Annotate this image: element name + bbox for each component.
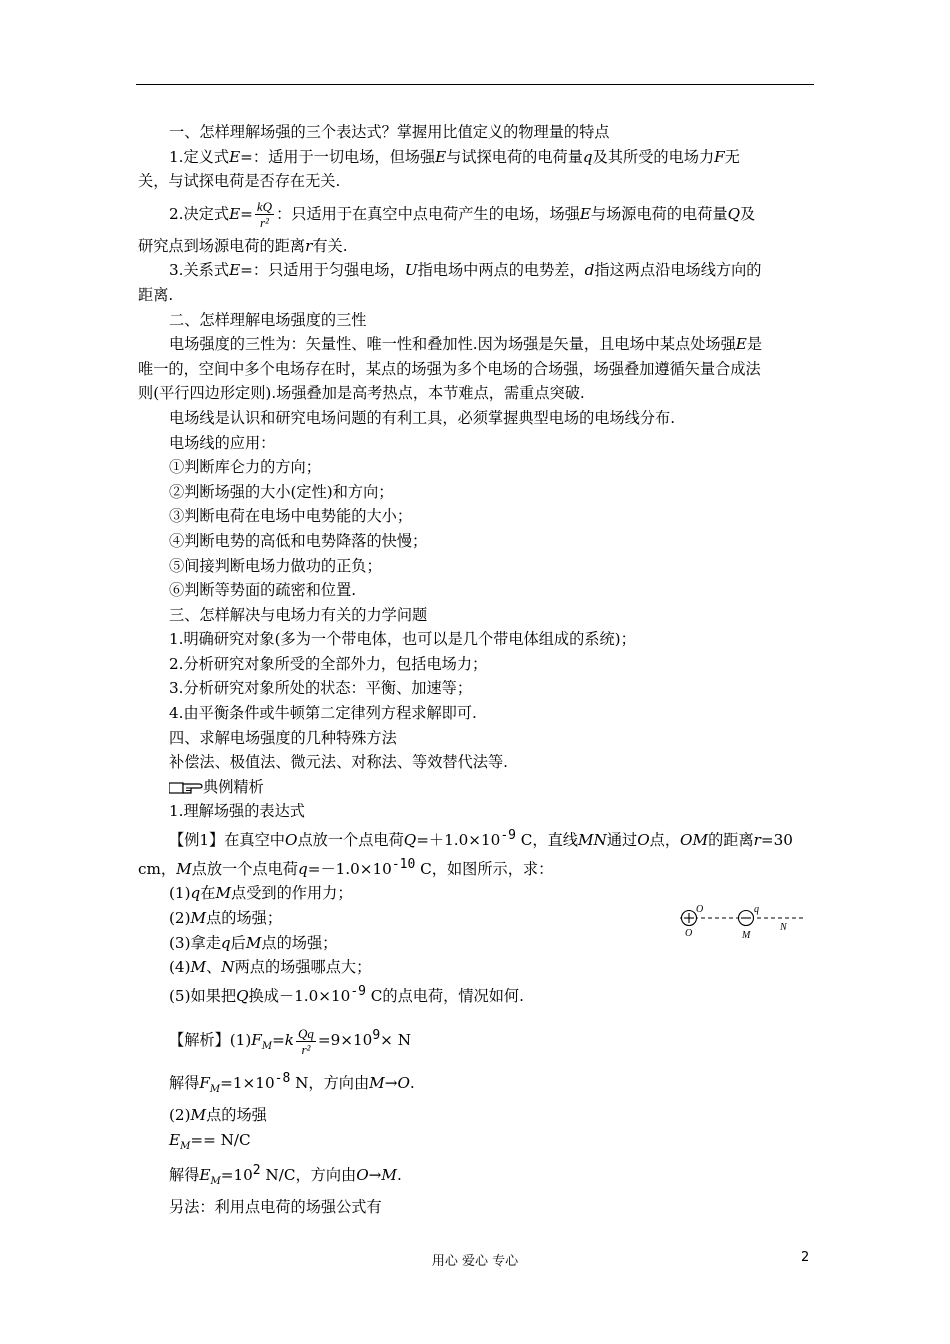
section-4-body: 补偿法、极值法、微元法、对称法、等效替代法等. [169,753,508,772]
var-o: O [637,831,650,850]
text: =：只适用于匀强电场， [240,261,405,280]
field-line-applications-title: 电场线的应用： [169,433,276,452]
var-e: E [229,204,241,223]
denominator: r² [301,1041,311,1057]
var-e: E [229,147,241,166]
application-item-6: ⑥判断等势面的疏密和位置. [169,581,357,600]
var-m: M [369,1074,385,1093]
section-3-title: 三、怎样解决与电场力有关的力学问题 [169,605,428,624]
var-k: k [284,1031,294,1050]
text: =30 [760,831,793,850]
analysis-line-1 [138,1016,814,1067]
text: 1.定义式 [169,147,230,166]
arrow: → [368,1166,382,1185]
text: 点的场强； [206,908,283,927]
text: 指这两点沿电场线方向的 [594,261,762,280]
text: 点的场强 [206,1106,267,1125]
section-4-title: 四、求解电场强度的几种特殊方法 [169,728,397,747]
var-n: N [221,958,235,977]
section-2-para-1-line-2: 唯一的，空间中多个电场存在时，某点的场强为多个电场的合场强，场强叠加遵循矢量合成法 [138,359,761,378]
text: (4) [169,958,191,977]
fraction-qq-r2 [296,1026,316,1057]
exponent: -9 [500,828,516,844]
section-2-para-1-line-3: 则(平行四边形定则).场强叠加是高考热点，本节难点，需重点突破. [138,384,585,403]
var-m: M [245,933,262,952]
text: (2) [169,1106,191,1125]
page-number: 2 [801,1250,810,1265]
relation-formula-cont: 距离. [138,285,174,304]
text: (2) [169,908,191,927]
arrow: → [384,1074,398,1093]
var-r: r [305,236,313,255]
text: C的点电荷，情况如何. [365,986,524,1005]
exponent: -9 [350,983,366,999]
var-o: O [284,831,298,850]
analysis-line-5 [138,1159,814,1195]
text: 3.关系式 [169,261,230,280]
section-3-item-1: 1.明确研究对象(多为一个带电体，也可以是几个带电体组成的系统)； [169,630,636,649]
subscript: M [261,1041,273,1053]
var-r: r [753,831,761,850]
text: 解得 [169,1166,200,1185]
var-e: E [435,147,447,166]
var-q-big: Q [403,831,417,850]
var-q: q [582,147,593,166]
text: 典例精析 [203,777,264,796]
text: (3)拿走 [169,933,221,952]
var-m: M [381,1166,397,1185]
definition-formula-cont: 关，与试探电荷是否存在无关. [138,172,341,191]
text: N/C，方向由 [260,1166,357,1185]
section-1-title: 一、怎样理解场强的三个表达式？掌握用比值定义的物理量的特点 [169,123,610,141]
text: 2.决定式 [169,204,230,223]
var-o: O [356,1166,369,1185]
text: 解得 [169,1074,200,1093]
pointing-hand-icon [169,781,203,795]
question-4 [138,955,814,980]
text: (5)如果把 [169,986,237,1005]
text: =－1.0×10 [307,859,392,878]
text: 无 [724,147,740,166]
analysis-line-4 [138,1128,814,1160]
question-5 [138,980,814,1009]
text: 两点的场强哪点大； [234,958,372,977]
text: 后 [230,933,246,952]
text: 及 [740,204,756,223]
var-e: E [579,204,591,223]
section-2-title: 二、怎样理解电场强度的三性 [169,310,367,329]
text: = [272,1031,285,1050]
var-m: M [176,859,192,878]
header-rule [136,84,814,85]
text: C，如图所示，求： [415,859,554,878]
text: 有关. [312,236,348,255]
var-om: OM [680,831,709,850]
fraction-kq-r2 [255,199,274,230]
text: =：适用于一切电场，但场强 [240,147,436,166]
section-3-item-4: 4.由平衡条件或牛顿第二定律列方程求解即可. [169,704,477,723]
example-1-line-1 [138,824,814,853]
var-mn: MN [578,831,607,850]
document-body [138,120,814,1220]
var-m: M [215,884,231,903]
application-item-5: ⑤间接判断电场力做功的正负； [169,556,382,575]
exponent: -10 [391,856,416,872]
analysis-line-2 [138,1067,814,1103]
text: =10 [220,1166,253,1185]
subscript: M [210,1176,221,1188]
var-q: q [190,884,201,903]
var-e: E [169,1130,181,1149]
numerator: kQ [256,199,273,215]
var-q-big: Q [727,204,741,223]
relation-formula-line [138,258,814,283]
charge-line-figure [676,900,806,944]
text: cm， [138,859,177,878]
var-e: E [199,1166,211,1185]
var-f: F [714,147,725,166]
footer-slogan: 用心 爱心 专心 [431,1254,519,1269]
var-o: O [397,1074,410,1093]
var-q: q [220,933,231,952]
subscript: M [209,1084,221,1096]
text: =9×10 [317,1031,373,1050]
label-n: N [780,922,787,933]
var-m: M [190,1106,207,1125]
var-f: F [251,1031,262,1050]
text: 指电场中两点的电势差， [417,261,585,280]
example-subtitle: 1.理解场强的表达式 [169,802,305,821]
var-f: F [199,1074,210,1093]
var-e: E [229,261,241,280]
numerator: Qq [298,1025,314,1041]
var-q: q [297,859,308,878]
decision-formula-cont [138,234,814,259]
text: =1×10 [220,1074,275,1093]
label-o-bottom: O [685,928,693,939]
example-1-line-2 [138,853,814,882]
text: (1) [169,884,191,903]
exponent: -8 [274,1071,291,1087]
text: ：只适用于在真空中点电荷产生的电场，场强 [276,204,580,223]
label-q: q [754,904,759,915]
section-3-item-2: 2.分析研究对象所受的全部外力，包括电场力； [169,654,488,673]
text: 与场源电荷的电荷量 [590,204,728,223]
var-e: E [735,335,747,354]
text: . [409,1074,415,1093]
text: 在 [200,884,216,903]
text: 【例1】在真空中 [169,831,285,850]
text: 通过 [606,831,638,850]
text: 点， [649,831,681,850]
text: 是 [746,335,763,354]
analysis-line-6: 另法：利用点电荷的场强公式有 [169,1198,382,1217]
section-2-para-2: 电场线是认识和研究电场问题的有利工具，必须掌握典型电场的电场线分布. [169,408,676,427]
var-q-big: Q [236,986,249,1005]
text: 点放一个点电荷 [191,859,298,878]
subscript: M [180,1140,191,1152]
text: N，方向由 [290,1074,370,1093]
text: 及其所受的电场力 [592,147,715,166]
label-o-top: O [696,904,704,915]
label-m: M [742,930,751,941]
text: =＋1.0×10 [416,831,501,850]
text: = [240,204,253,223]
analysis-line-3 [138,1103,814,1128]
text: × N [380,1031,412,1050]
text: C，直线 [515,831,578,850]
text: 点受到的作用力； [231,884,353,903]
application-item-1: ①判断库仑力的方向； [169,458,321,477]
var-m: M [190,958,207,977]
text: 、 [206,958,222,977]
section-2-para-1 [138,332,814,357]
var-u: U [404,261,418,280]
application-item-3: ③判断电荷在电场中电势能的大小； [169,507,412,526]
text: 的距离 [708,831,754,850]
text: 点的场强； [261,933,338,952]
denominator: r² [259,215,269,231]
var-d: d [584,261,595,280]
example-header [138,775,814,800]
exponent: 2 [252,1163,261,1179]
decision-formula-line [138,194,814,234]
application-item-2: ②判断场强的大小(定性)和方向； [169,482,394,501]
application-item-4: ④判断电势的高低和电势降落的快慢； [169,531,428,550]
text: 电场强度的三性为：矢量性、唯一性和叠加性.因为场强是矢量，且电场中某点处场强 [169,335,736,354]
exponent: 9 [372,1028,381,1044]
text: 点放一个点电荷 [297,831,404,850]
text: . [396,1166,402,1185]
definition-formula-line [138,145,814,170]
text: 换成－1.0×10 [248,986,351,1005]
var-m: M [190,908,207,927]
text: 与试探电荷的电荷量 [446,147,583,166]
section-3-item-3: 3.分析研究对象所处的状态：平衡、加速等； [169,679,473,698]
text: 【解析】(1) [169,1031,252,1050]
text: 研究点到场源电荷的距离 [138,236,306,255]
text: == N/C [190,1130,251,1149]
